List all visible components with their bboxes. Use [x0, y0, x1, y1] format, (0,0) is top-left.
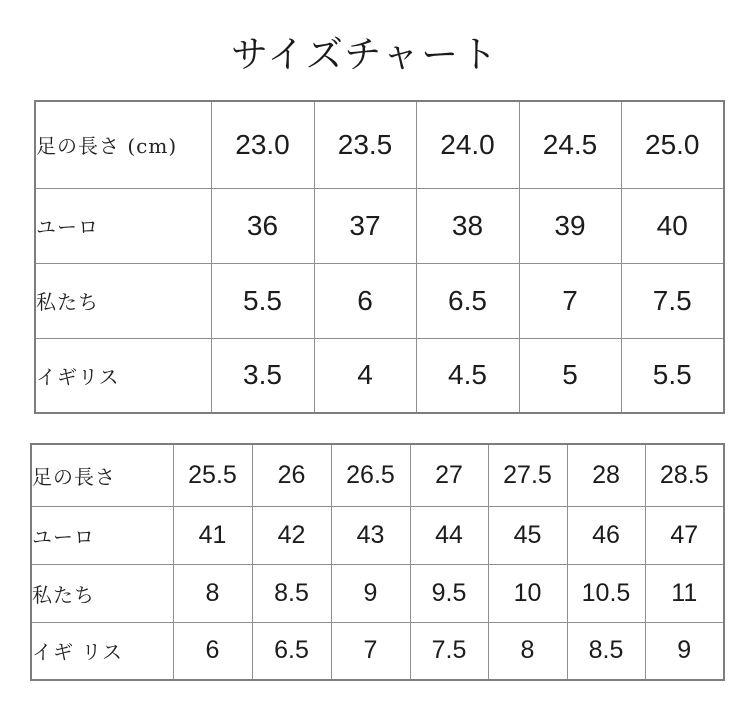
size-cell: 25.5 [173, 444, 252, 506]
size-cell: 5.5 [621, 338, 724, 413]
table-row-us [35, 263, 724, 338]
size-cell: 41 [173, 506, 252, 564]
size-cell: 6.5 [416, 263, 519, 338]
size-cell: 7 [519, 263, 621, 338]
size-cell: 8 [173, 564, 252, 622]
size-cell: 5 [519, 338, 621, 413]
size-cell: 42 [252, 506, 331, 564]
size-cell: 10.5 [567, 564, 645, 622]
size-cell: 6.5 [252, 622, 331, 680]
size-cell: 9 [331, 564, 410, 622]
size-cell: 10 [488, 564, 567, 622]
row-label-euro: ユーロ [35, 188, 211, 263]
row-label-foot-length: 足の長さ (cm) [35, 101, 211, 188]
page-title: サイズチャート [230, 33, 500, 76]
size-cell: 7 [331, 622, 410, 680]
size-cell: 24.5 [519, 101, 621, 188]
size-table-cm-23-to-25 [34, 100, 725, 414]
table-row-uk [35, 338, 724, 413]
size-cell: 43 [331, 506, 410, 564]
row-label-euro: ユーロ [31, 506, 173, 564]
size-cell: 8.5 [252, 564, 331, 622]
size-cell: 28 [567, 444, 645, 506]
size-cell: 45 [488, 506, 567, 564]
size-cell: 36 [211, 188, 314, 263]
size-cell: 38 [416, 188, 519, 263]
row-label-us: 私たち [31, 564, 173, 622]
size-cell: 47 [645, 506, 724, 564]
size-cell: 4.5 [416, 338, 519, 413]
size-cell: 27.5 [488, 444, 567, 506]
size-cell: 26.5 [331, 444, 410, 506]
size-cell: 40 [621, 188, 724, 263]
size-table-cm-25half-to-28half [30, 443, 725, 681]
size-cell: 26 [252, 444, 331, 506]
table-row-euro [31, 506, 724, 564]
size-cell: 8 [488, 622, 567, 680]
size-cell: 4 [314, 338, 416, 413]
size-cell: 6 [173, 622, 252, 680]
size-cell: 25.0 [621, 101, 724, 188]
size-cell: 44 [410, 506, 488, 564]
size-cell: 9 [645, 622, 724, 680]
size-cell: 7.5 [410, 622, 488, 680]
size-cell: 23.0 [211, 101, 314, 188]
row-label-foot-length: 足の長さ [31, 444, 173, 506]
table-row-euro [35, 188, 724, 263]
table-row-foot-length [31, 444, 724, 506]
size-cell: 37 [314, 188, 416, 263]
table-row-foot-length [35, 101, 724, 188]
table-row-uk [31, 622, 724, 680]
size-cell: 23.5 [314, 101, 416, 188]
size-cell: 7.5 [621, 263, 724, 338]
row-label-us: 私たち [35, 263, 211, 338]
size-cell: 24.0 [416, 101, 519, 188]
size-cell: 3.5 [211, 338, 314, 413]
size-cell: 27 [410, 444, 488, 506]
size-cell: 46 [567, 506, 645, 564]
table-row-us [31, 564, 724, 622]
row-label-uk: イギリス [35, 338, 211, 413]
size-cell: 39 [519, 188, 621, 263]
size-cell: 6 [314, 263, 416, 338]
size-cell: 28.5 [645, 444, 724, 506]
size-cell: 8.5 [567, 622, 645, 680]
size-cell: 11 [645, 564, 724, 622]
size-cell: 5.5 [211, 263, 314, 338]
row-label-uk: イギ リス [31, 622, 173, 680]
size-cell: 9.5 [410, 564, 488, 622]
